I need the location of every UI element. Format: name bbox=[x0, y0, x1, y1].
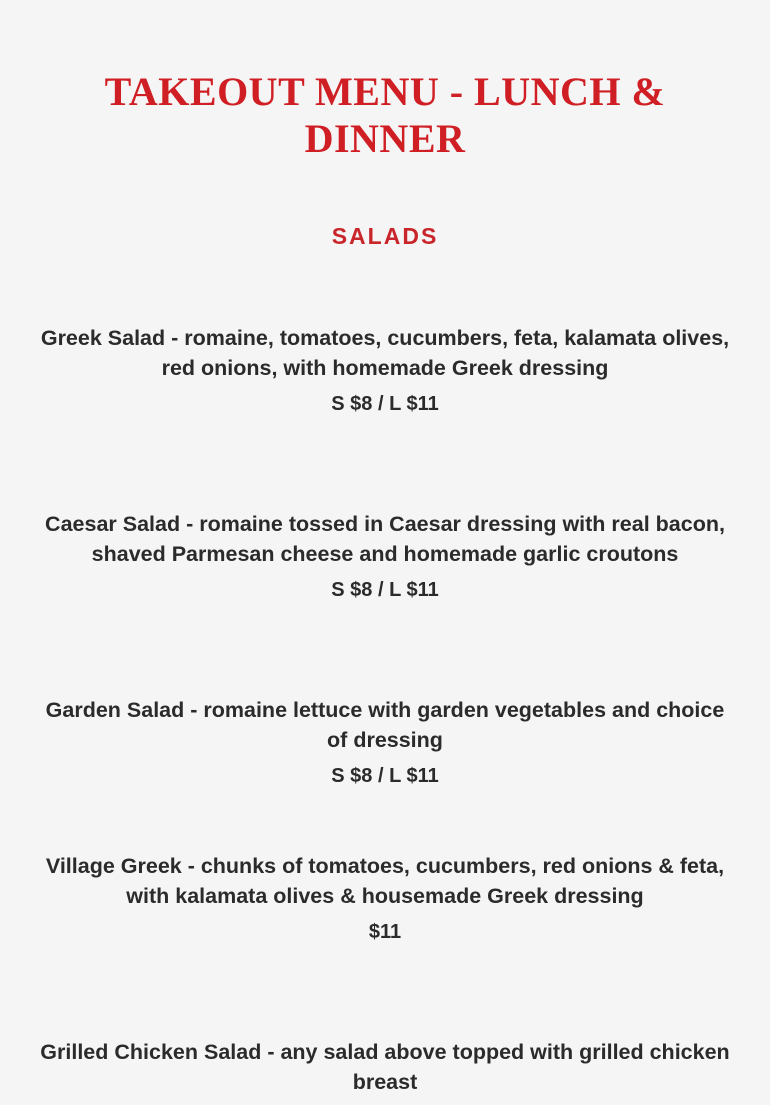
menu-item-price: S $8 / L $11 bbox=[331, 765, 439, 787]
menu-item-description: Greek Salad - romaine, tomatoes, cucumbers, feta, kalamata olives, red onions, with homemade Greek dressing bbox=[40, 326, 730, 380]
menu-item-price: $11 bbox=[368, 921, 402, 943]
menu-item-description: Garden Salad - romaine lettuce with garden vegetables and choice of dressing bbox=[45, 698, 725, 752]
menu-title: TAKEOUT MENU - LUNCH & DINNER bbox=[104, 69, 666, 161]
menu-item bbox=[38, 1037, 732, 1097]
menu-item-description: Grilled Chicken Salad - any salad above topped with grilled chicken breast bbox=[40, 1040, 730, 1094]
menu-item bbox=[38, 695, 732, 789]
menu-item bbox=[38, 851, 732, 945]
menu-item-description: Caesar Salad - romaine tossed in Caesar dressing with real bacon, shaved Parmesan cheese and homemade garlic croutons bbox=[45, 512, 725, 566]
menu-item-price: S $8 / L $11 bbox=[331, 579, 439, 601]
menu-item bbox=[38, 323, 732, 417]
menu-item bbox=[38, 509, 732, 603]
menu-item-description: Village Greek - chunks of tomatoes, cucumbers, red onions & feta, with kalamata olives & housemade Greek dressing bbox=[45, 854, 725, 908]
section-heading-salads: SALADS bbox=[331, 223, 439, 249]
menu-item-price: S $8 / L $11 bbox=[331, 393, 439, 415]
